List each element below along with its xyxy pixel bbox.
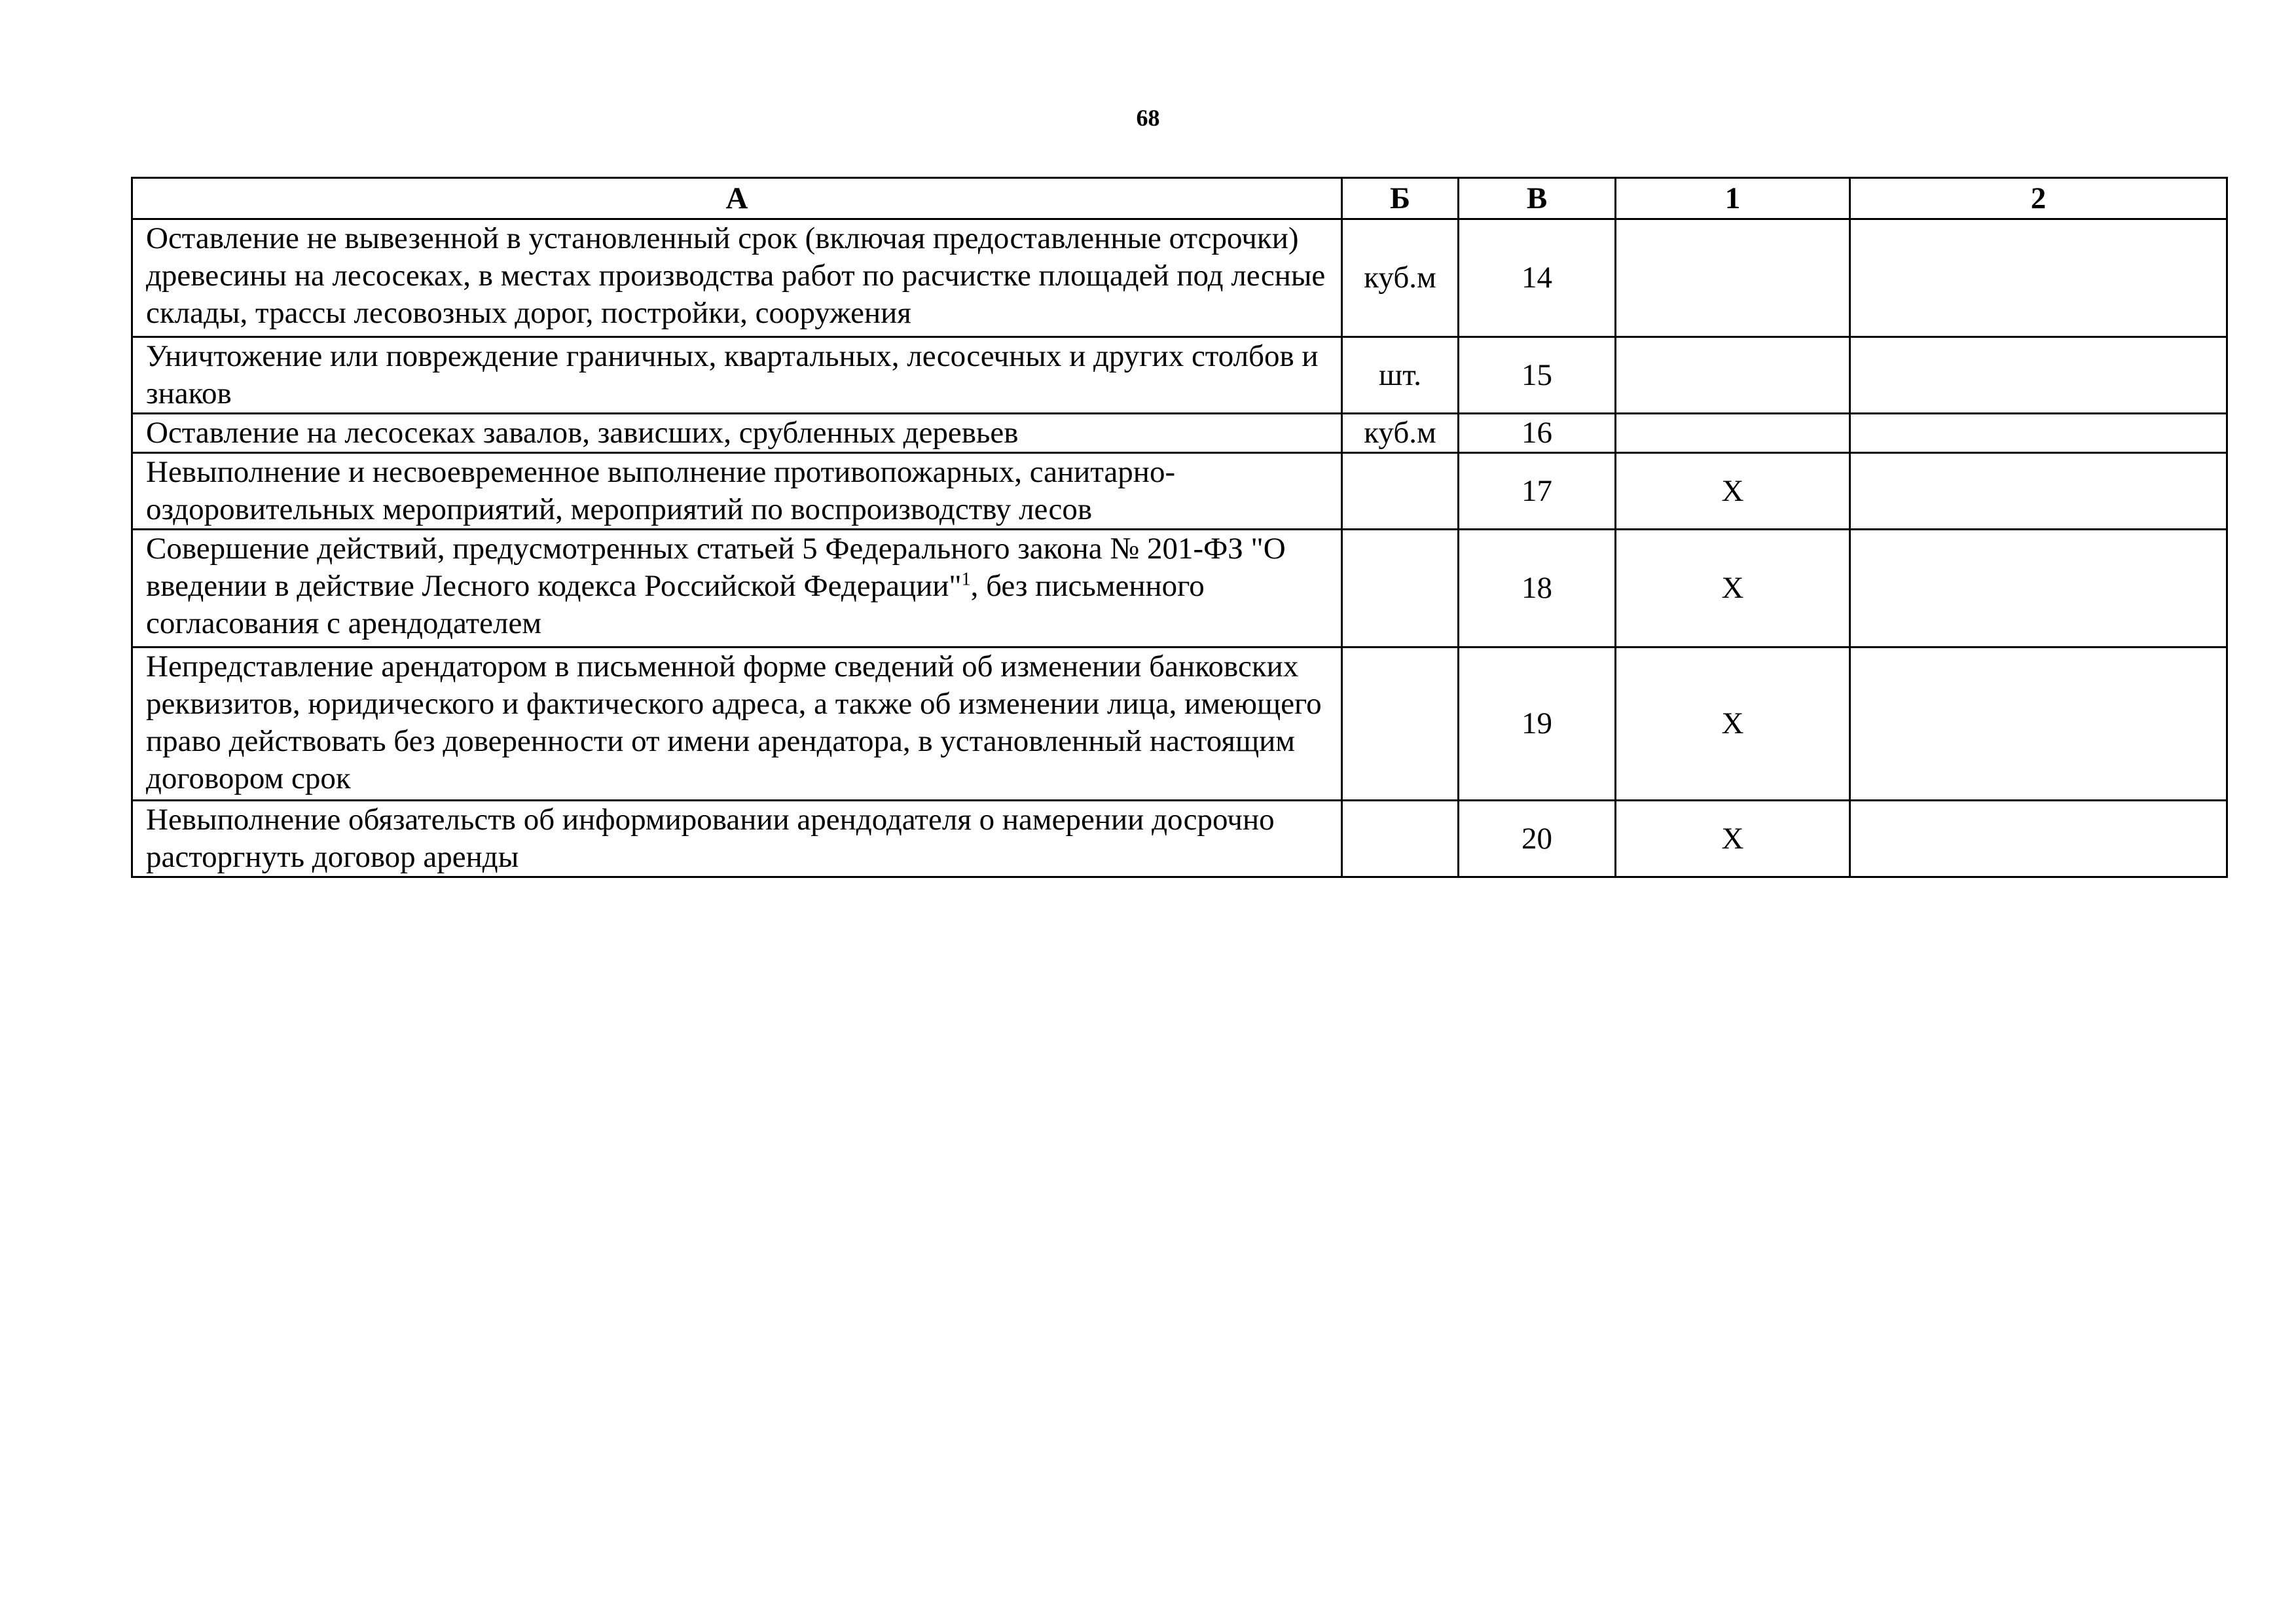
table-row <box>132 337 2227 414</box>
row-unit <box>1342 647 1459 801</box>
row-description: Уничтожение или повреждение граничных, квартальных, лесосечных и других столбов и знаков <box>132 337 1342 414</box>
page-number: 68 <box>1136 105 1160 131</box>
header-col-2: 2 <box>1850 178 2227 219</box>
row-col2 <box>1850 337 2227 414</box>
header-col-v: В <box>1459 178 1616 219</box>
row-unit: куб.м <box>1342 219 1459 337</box>
table-row <box>132 647 2227 801</box>
row-unit <box>1342 801 1459 877</box>
row-col2 <box>1850 414 2227 453</box>
row-col1: Х <box>1616 530 1850 647</box>
row-description-text: Совершение действий, предусмотренных статьей 5 Федерального закона № 201-ФЗ "О введении в действие Лесного кодекса Российской Федерации" <box>146 532 1286 603</box>
row-col1: Х <box>1616 647 1850 801</box>
table-row <box>132 414 2227 453</box>
row-col2 <box>1850 530 2227 647</box>
table-row <box>132 219 2227 337</box>
row-col1: Х <box>1616 801 1850 877</box>
row-code: 20 <box>1459 801 1616 877</box>
row-unit: шт. <box>1342 337 1459 414</box>
row-code: 19 <box>1459 647 1616 801</box>
table-row <box>132 453 2227 530</box>
row-col2 <box>1850 647 2227 801</box>
row-col1: Х <box>1616 453 1850 530</box>
row-col2 <box>1850 801 2227 877</box>
row-code: 16 <box>1459 414 1616 453</box>
table-header-row <box>132 178 2227 219</box>
row-unit <box>1342 530 1459 647</box>
table-row <box>132 801 2227 877</box>
row-description <box>132 530 1342 647</box>
row-description: Оставление не вывезенной в установленный срок (включая предоставленные отсрочки) древесины на лесосеках, в местах производства работ по расчистке площадей под лесные склады, трассы лесовозных дорог, постройки, сооружения <box>132 219 1342 337</box>
footnote-mark: 1 <box>961 569 971 590</box>
row-description: Непредставление арендатором в письменной форме сведений об изменении банковских реквизитов, юридического и фактического адреса, а также об изменении лица, имеющего право действовать без доверенности от имени арендатора, в установленный настоящим договором срок <box>132 647 1342 801</box>
row-description: Невыполнение и несвоевременное выполнение противопожарных, санитарно-оздоровительных мероприятий, мероприятий по воспроизводству лесов <box>132 453 1342 530</box>
row-col2 <box>1850 453 2227 530</box>
row-col1 <box>1616 337 1850 414</box>
row-unit: куб.м <box>1342 414 1459 453</box>
row-code: 17 <box>1459 453 1616 530</box>
row-code: 18 <box>1459 530 1616 647</box>
table-row <box>132 530 2227 647</box>
row-col1 <box>1616 414 1850 453</box>
row-col2 <box>1850 219 2227 337</box>
header-col-a: А <box>132 178 1342 219</box>
row-code: 15 <box>1459 337 1616 414</box>
header-col-1: 1 <box>1616 178 1850 219</box>
row-description: Оставление на лесосеках завалов, зависших, срубленных деревьев <box>132 414 1342 453</box>
header-col-b: Б <box>1342 178 1459 219</box>
row-col1 <box>1616 219 1850 337</box>
row-unit <box>1342 453 1459 530</box>
row-code: 14 <box>1459 219 1616 337</box>
row-description: Невыполнение обязательств об информировании арендодателя о намерении досрочно расторгнуть договор аренды <box>132 801 1342 877</box>
report-table <box>131 177 2228 878</box>
row-description-text-tail: , без письменного согласования с арендодателем <box>146 569 1205 640</box>
